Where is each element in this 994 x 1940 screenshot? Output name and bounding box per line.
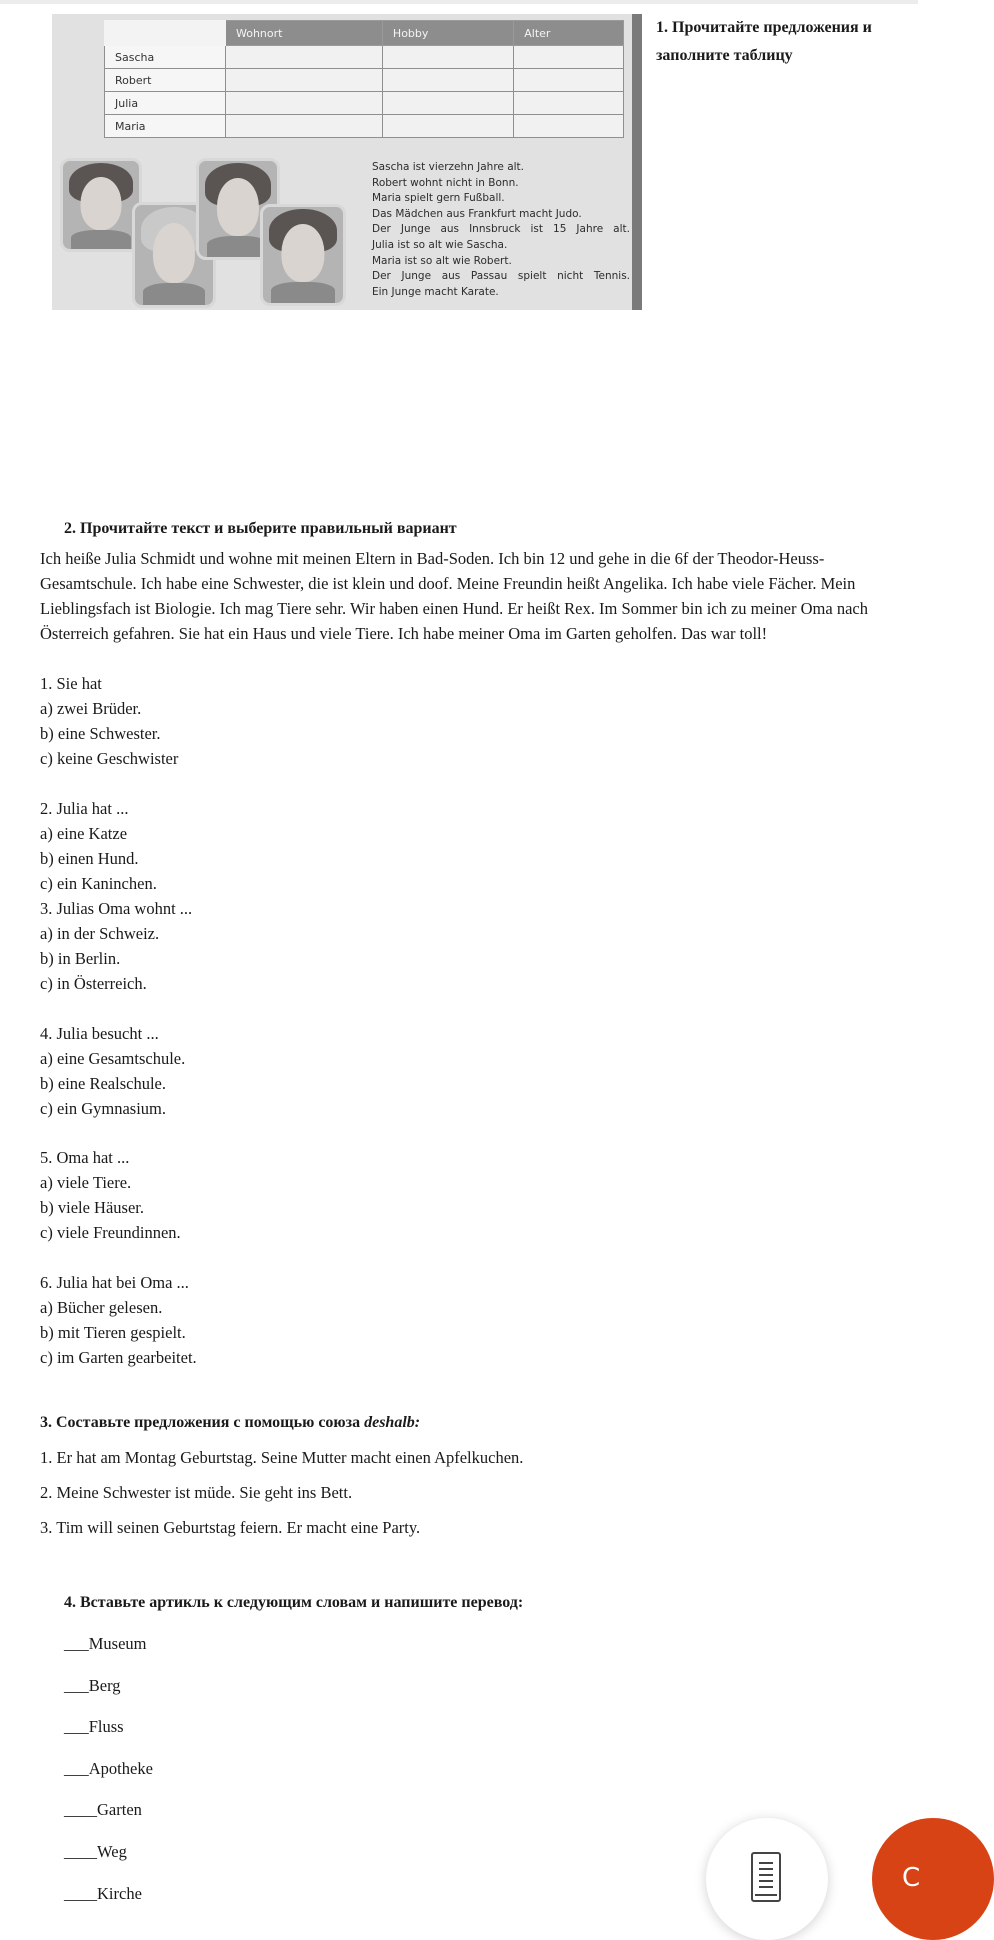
option: c) in Österreich. [40,974,147,993]
option: c) ein Gymnasium. [40,1099,167,1118]
word-item: ___Fluss [64,1717,124,1736]
option: b) einen Hund. [40,849,139,868]
sentence: Der Junge aus Passau spielt nicht Tennis. [372,270,630,283]
sentence: Das Mädchen aus Frankfurt macht Judo. [372,207,582,220]
document-button[interactable] [706,1818,828,1940]
section2-text [40,546,940,646]
word-item: ____Garten [64,1800,142,1819]
question-5 [40,1145,181,1245]
sentence: Robert wohnt nicht in Bonn. [372,176,519,189]
option: a) viele Tiere. [40,1173,132,1192]
table-name-cell: Robert [105,69,226,92]
option: a) eine Katze [40,824,128,843]
question-1 [40,671,178,771]
text-line: Gesamtschule. Ich habe eine Schwester, die ist klein und doof. Meine Freundin heißt Angelika. Ich habe viele Fächer. Mein [40,574,856,593]
conjunction-word: deshalb: [364,1414,421,1431]
option: a) eine Gesamtschule. [40,1049,186,1068]
photo-boy-1 [60,158,142,252]
option: b) in Berlin. [40,949,121,968]
fill-table [104,20,624,138]
table-name-cell: Sascha [105,46,226,69]
option: c) im Garten gearbeitet. [40,1348,197,1367]
sentence-item: 2. Meine Schwester ist müde. Sie geht ins Bett. [40,1483,353,1502]
option: c) viele Freundinnen. [40,1223,181,1242]
option: c) ein Kaninchen. [40,874,157,893]
section2-title: 2. Прочитайте текст и выберите правильный вариант [64,520,457,537]
option: a) zwei Brüder. [40,699,142,718]
question-text: 5. Oma hat ... [40,1148,130,1167]
sentence: Sascha ist vierzehn Jahre alt. [372,161,525,173]
option: a) in der Schweiz. [40,924,160,943]
section4-title: 4. Вставьте артикль к следующим словам и напишите перевод: [64,1594,524,1611]
word-item: ___Apotheke [64,1759,153,1778]
photo-boy-2 [260,204,346,306]
table-corner [105,21,226,46]
option: b) mit Tieren gespielt. [40,1323,186,1342]
sentence: Maria spielt gern Fußball. [372,192,505,205]
table-header: Wohnort [226,21,383,46]
sentence: Julia ist so alt wie Sascha. [372,238,508,251]
option: b) viele Häuser. [40,1198,145,1217]
text-line: Ich heiße Julia Schmidt und wohne mit meinen Eltern in Bad-Soden. Ich bin 12 und gehe in die 6f der Theodor-Heuss- [40,549,825,568]
question-4 [40,1021,185,1121]
option: b) eine Realschule. [40,1074,166,1093]
sentence-item: 3. Tim will seinen Geburtstag feiern. Er macht eine Party. [40,1518,421,1537]
sentence: Der Junge aus Innsbruck ist 15 Jahre alt. [372,223,630,236]
sentence: Maria ist so alt wie Robert. [372,254,512,267]
question-text: 2. Julia hat ... [40,799,129,818]
table-row [105,46,624,69]
table-header: Hobby [382,21,513,46]
document-icon [751,1852,781,1902]
word-item: ____Kirche [64,1884,142,1903]
sentence: Ein Junge macht Karate. [372,285,499,298]
question-text: 4. Julia besucht ... [40,1024,159,1043]
question-text: 6. Julia hat bei Oma ... [40,1273,189,1292]
table-name-cell: Maria [105,115,226,138]
option: b) eine Schwester. [40,724,161,743]
table-row [105,69,624,92]
text-line: Lieblingsfach ist Biologie. Ich mag Tiere sehr. Wir haben einen Hund. Er heißt Rex. Im Sommer bin ich zu meiner Oma nach [40,599,868,618]
text-line: Österreich gefahren. Sie hat ein Haus und viele Tiere. Ich habe meiner Oma im Garten geholfen. Das war toll! [40,624,768,643]
word-item: ___Berg [64,1676,121,1695]
question-6 [40,1270,197,1370]
textbook-image [52,14,642,310]
sentence-item: 1. Er hat am Montag Geburtstag. Seine Mutter macht einen Apfelkuchen. [40,1448,524,1467]
question-2 [40,796,157,896]
top-divider [0,0,918,4]
option: c) keine Geschwister [40,749,179,768]
ask-button[interactable] [872,1818,994,1940]
question-text: 3. Julias Oma wohnt ... [40,899,193,918]
word-item: ____Weg [64,1842,127,1861]
ask-button-label: С [902,1863,921,1893]
task1-heading: 1. Прочитайте предложения и заполните таблицу [656,19,872,64]
option: a) Bücher gelesen. [40,1298,163,1317]
page-edge [632,14,642,310]
table-name-cell: Julia [105,92,226,115]
table-row [105,115,624,138]
table-row [105,92,624,115]
scan-sentences [372,160,630,300]
table-header: Alter [514,21,624,46]
section3-title: 3. Составьте предложения с помощью союза deshalb: [40,1414,421,1431]
question-text: 1. Sie hat [40,674,102,693]
word-item: ___Museum [64,1634,147,1653]
question-3 [40,896,192,996]
